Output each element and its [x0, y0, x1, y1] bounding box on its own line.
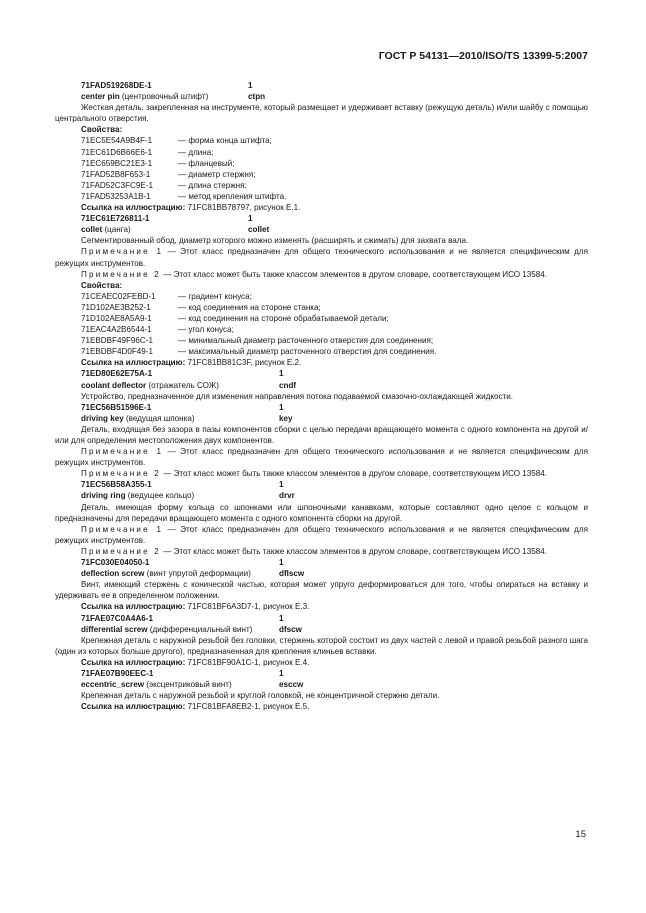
entry-term-ru: (винт упругой деформации) [144, 569, 251, 579]
entry-term-row [55, 624, 588, 635]
illustration-ref [55, 601, 588, 612]
entry-id: 71ED80E62E75A-1 [81, 369, 153, 379]
entry-id-row [55, 80, 588, 91]
entry-term-row [55, 490, 588, 501]
illustration-value: 71FC81BB78797, рисунок Е.1. [185, 203, 301, 213]
entry-symbol: dflscw [279, 569, 305, 579]
entry-term-row [55, 380, 588, 391]
entry-id-row [55, 557, 588, 568]
property-item [55, 324, 588, 335]
entry-term: driving key [81, 413, 124, 423]
entry-count: 1 [279, 668, 284, 678]
illustration-label: Ссылка на иллюстрацию: [81, 657, 186, 667]
property-code: 71FAD52B8F653-1 [81, 169, 151, 179]
illustration-label: Ссылка на иллюстрацию: [81, 203, 186, 213]
entry-description: Сегментированный обод, диаметр которого можно изменять (расширять и сжимать) для захвата вала. [81, 236, 469, 246]
note-text: — Этот класс может быть также классом элементов в другом словаре, соответствующем ИСО 13584. [161, 546, 548, 556]
entry-description: Деталь, имеющая форму кольца со шпонками или шпоночными канавками, которые составляют одно целое с кольцом и предназначены для передачи вращающего момента с одного компонента сборки на другой. [55, 502, 588, 523]
entry-term: differential screw [81, 624, 148, 634]
property-code: 71EC61D6B66E6-1 [81, 147, 153, 157]
entry-term: coolant deflector [81, 380, 147, 390]
entry-term-row [55, 91, 588, 102]
entry-count: 1 [248, 81, 253, 90]
property-text: — угол конуса; [178, 325, 234, 335]
entry-term: driving ring [81, 491, 126, 501]
entry-description: Жесткая деталь, закрепленная на инструменте, который размещает и удерживает вставку (режущую деталь) и/или шайбу с помощью центрального отверстия. [55, 103, 588, 124]
entry-term-ru: (ведущее кольцо) [125, 491, 195, 501]
entry-symbol: collet [248, 225, 270, 235]
property-code: 71FAD53253A1B-1 [81, 191, 151, 201]
entry-term-row [55, 568, 588, 579]
property-code: 71D102AE8A5A9-1 [81, 313, 152, 323]
property-code: 71FAD52C3FC9E-1 [81, 180, 153, 190]
property-text: — метод крепления штифта. [178, 191, 287, 201]
entry-id: 71FAE07C0A4A6-1 [81, 613, 153, 623]
entry-note [55, 446, 588, 468]
illustration-ref [55, 202, 588, 213]
entry-term: eccentric_screw [81, 680, 144, 690]
property-code: 71EBDBF4D0F49-1 [81, 347, 153, 357]
entry-id-row [55, 668, 588, 679]
property-item [55, 191, 588, 202]
illustration-label: Ссылка на иллюстрацию: [81, 702, 186, 712]
entry-count: 1 [279, 369, 284, 379]
note-label: Примечание 2 [81, 469, 161, 479]
property-code: 71EC5E54A9B4F-1 [81, 136, 153, 146]
illustration-value: 71FC81BFA8EB2-1, рисунок Е.5. [185, 702, 310, 712]
entry-note [55, 524, 588, 546]
entry-term-ru: (центровочный штифт) [119, 92, 209, 102]
property-code: 71CEAEC02FEBD-1 [81, 291, 156, 301]
entry-symbol: dfscw [279, 624, 302, 634]
entry-id-row [55, 479, 588, 490]
illustration-value: 71FC81BB81C3F, рисунок Е.2. [185, 358, 302, 368]
entry-symbol: cndf [279, 380, 297, 390]
illustration-label: Ссылка на иллюстрацию: [81, 358, 186, 368]
note-label: Примечание 1 [81, 524, 164, 534]
page-header: ГОСТ Р 54131—2010/ISO/TS 13399-5:2007 [378, 50, 588, 62]
note-text: — Этот класс предназначен для общего технического использования и не является специфическим для режущих инструментов. [55, 447, 589, 468]
entry-note [55, 546, 588, 557]
entry-term-row [55, 679, 588, 690]
property-item [55, 135, 588, 146]
entry-count: 1 [279, 402, 284, 412]
property-text: — фланцевый; [178, 158, 235, 168]
note-label: Примечание 2 [81, 269, 161, 279]
entry-description: Деталь, входящая без зазора в пазы компонентов сборки с целью передачи вращающего момента с одного компонента на другой и/или для определения местоположения двух компонентов. [55, 424, 588, 445]
note-label: Примечание 1 [81, 247, 164, 257]
entry-term: center pin [81, 92, 120, 102]
property-code: 71EBDBF49F96C-1 [81, 336, 153, 346]
entry-term: collet [81, 225, 103, 235]
entry-id: 71FC030E04050-1 [81, 558, 150, 568]
entry-term-ru: (ведущая шпонка) [123, 413, 195, 423]
entry-count: 1 [279, 480, 284, 490]
illustration-ref [55, 657, 588, 668]
entry-symbol: key [279, 413, 293, 423]
note-label: Примечание 1 [81, 447, 164, 457]
entry-term-ru: (цанга) [102, 225, 131, 235]
note-text: — Этот класс может быть также классом элементов в другом словаре, соответствующем ИСО 13584. [161, 269, 548, 279]
property-text: — максимальный диаметр расточенного отверстия для соединения. [178, 347, 437, 357]
illustration-ref [55, 701, 588, 712]
note-text: — Этот класс предназначен для общего технического использования и не является специфическим для режущих инструментов. [55, 524, 589, 545]
property-item [55, 291, 588, 302]
property-code: 71D102AE3B252-1 [81, 302, 151, 312]
property-text: — код соединения на стороне станка; [178, 302, 321, 312]
entry-term-ru: (эксцентриковый винт) [144, 680, 232, 690]
property-item [55, 180, 588, 191]
entry-symbol: esccw [279, 680, 304, 690]
entry-id-row [55, 368, 588, 379]
entry-term-ru: (дифференциальный винт) [147, 624, 253, 634]
property-text: — диаметр стержня; [178, 169, 256, 179]
property-item [55, 302, 588, 313]
illustration-label: Ссылка на иллюстрацию: [81, 602, 186, 612]
entry-id-row [55, 402, 588, 413]
entry-id: 71FAE07B90EEC-1 [81, 668, 154, 678]
property-item [55, 158, 588, 169]
illustration-value: 71FC81BF6A3D7-1, рисунок Е.3. [185, 602, 310, 612]
property-text: — форма конца штифта; [178, 136, 272, 146]
entry-description: Винт, имеющий стержень с конической частью, которая может упруго деформироваться для того, чтобы опираться на вставку и удерживать ее в определенном положении. [55, 580, 588, 601]
entry-term-ru: (отражатель СОЖ) [146, 380, 219, 390]
entry-id-row [55, 613, 588, 624]
property-item [55, 169, 588, 180]
entry-id: 71EC61E726811-1 [81, 214, 150, 224]
entry-symbol: drvr [279, 491, 295, 501]
note-text: — Этот класс предназначен для общего технического использования и не является специфическим для режущих инструментов. [55, 247, 589, 268]
property-item [55, 346, 588, 357]
entry-id: 71EC56B51596E-1 [81, 402, 152, 412]
entry-description: Устройство, предназначенное для изменения направления потока подаваемой смазочно-охлаждающей жидкости. [81, 391, 514, 401]
page-number: 15 [575, 829, 586, 840]
entry-description: Крепежная деталь с наружной резьбой и круглой головкой, не концентричной стержню детали. [81, 691, 440, 701]
entry-id: 71EC56B58A355-1 [81, 480, 152, 490]
entry-term-row [55, 224, 588, 235]
illustration-ref [55, 357, 588, 368]
property-item [55, 335, 588, 346]
document-body [55, 80, 588, 712]
entry-id-row [55, 213, 588, 224]
note-label: Примечание 2 [81, 546, 161, 556]
property-text: — длина; [178, 147, 214, 157]
property-text: — длина стержня; [178, 180, 247, 190]
properties-label: Свойства: [81, 125, 123, 135]
entry-note [55, 246, 588, 268]
property-text: — градиент конуса; [178, 291, 252, 301]
property-text: — минимальный диаметр расточенного отверстия для соединения; [178, 336, 434, 346]
property-text: — код соединения на стороне обрабатываемой детали; [178, 313, 389, 323]
property-item [55, 147, 588, 158]
entry-note [55, 468, 588, 479]
note-text: — Этот класс может быть также классом элементов в другом словаре, соответствующем ИСО 13584. [161, 469, 548, 479]
entry-description: Крепежная деталь с наружной резьбой без головки, стержень которой состоит из двух частей с левой и правой резьбой разного шага (один из которых больше другого), предназначенная для крепления клиньев вставки. [55, 635, 588, 656]
properties-label: Свойства: [81, 280, 123, 290]
entry-count: 1 [279, 558, 284, 568]
entry-note [55, 269, 588, 280]
entry-symbol: ctpn [248, 92, 266, 102]
property-code: 71EAC4A2B6544-1 [81, 325, 152, 335]
illustration-value: 71FC81BF90A1C-1, рисунок Е.4. [185, 657, 310, 667]
entry-term-row [55, 413, 588, 424]
property-code: 71EC659BC21E3-1 [81, 158, 153, 168]
entry-count: 1 [279, 613, 284, 623]
entry-term: deflection screw [81, 569, 145, 579]
entry-count: 1 [248, 214, 253, 224]
property-item [55, 313, 588, 324]
entry-id: 71FAD519268DE-1 [81, 81, 152, 90]
